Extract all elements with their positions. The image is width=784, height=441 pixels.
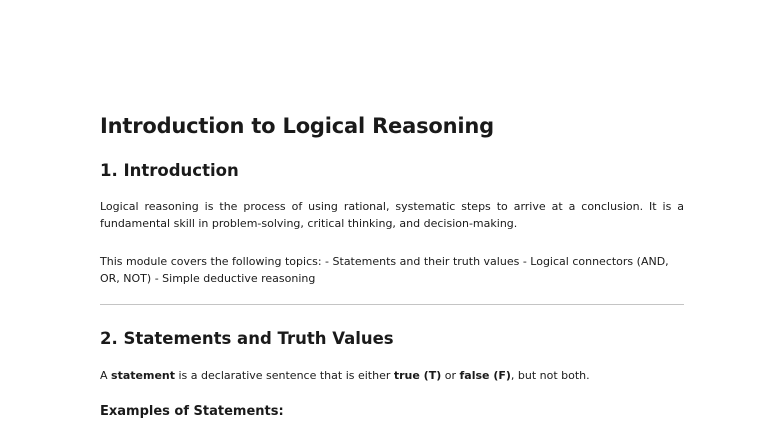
bold-term-statement: statement	[111, 369, 175, 382]
subheading-examples: Examples of Statements:	[100, 404, 284, 419]
section-divider	[100, 304, 684, 305]
bold-term-false: false (F)	[459, 369, 511, 382]
intro-paragraph: Logical reasoning is the process of using rational, systematic steps to arrive at a conclusion. It is a fundamental skill in problem-solving, critical thinking, and decision-making.	[100, 200, 684, 230]
section-heading-introduction: 1. Introduction	[100, 161, 239, 180]
text-run: is a declarative sentence that is either	[175, 369, 394, 382]
topics-paragraph: This module covers the following topics: - Statements and their truth values - Logical connectors (AND, OR, NOT) - Simple deductive reasoning	[100, 255, 669, 285]
text-run: , but not both.	[510, 369, 590, 382]
statement-definition-paragraph	[100, 367, 684, 384]
text-run: A	[100, 369, 112, 382]
text-run: or	[441, 369, 460, 382]
section-heading-statements: 2. Statements and Truth Values	[100, 329, 394, 348]
bold-term-true: true (T)	[393, 369, 442, 382]
document-title: Introduction to Logical Reasoning	[100, 114, 494, 138]
